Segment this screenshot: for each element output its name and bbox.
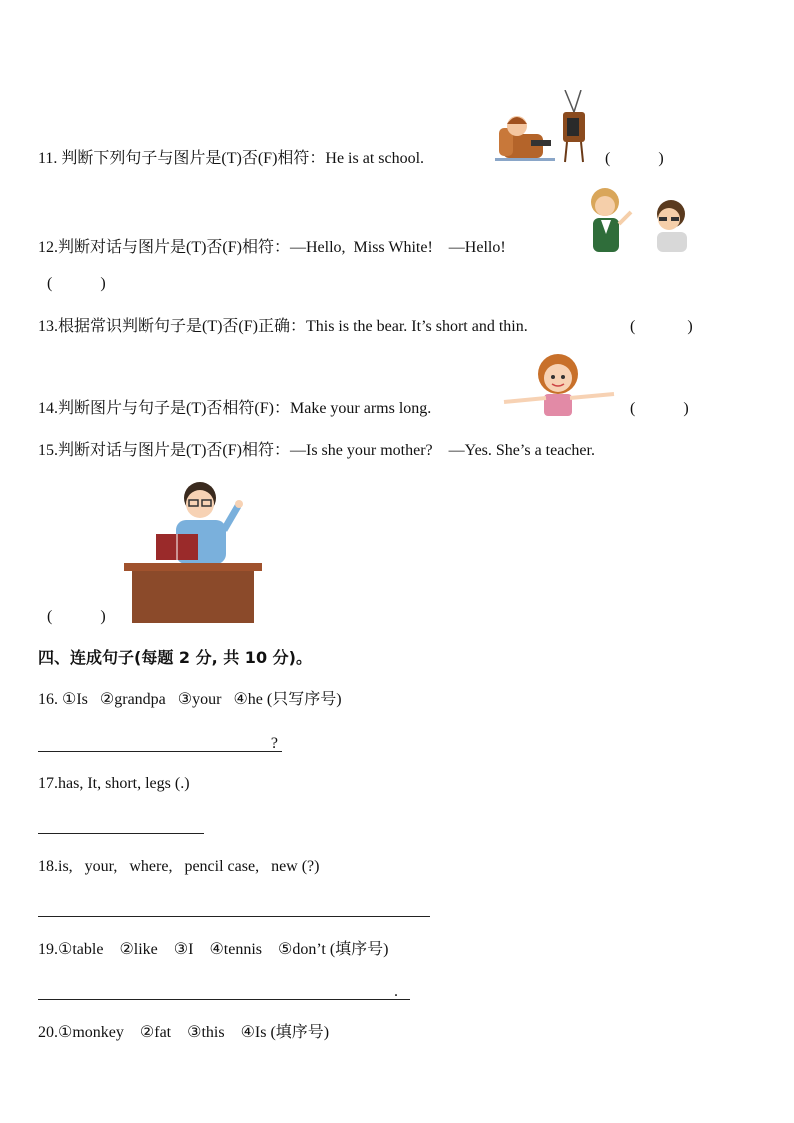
q19-end-mark: . — [394, 983, 398, 1000]
q17-answer-line[interactable] — [38, 815, 204, 834]
q20-text: 20.①monkey ②fat ③this ④Is (填序号) — [38, 1024, 330, 1041]
q11-answer-parens[interactable]: ( ) — [605, 150, 664, 167]
male-teacher-at-desk-icon — [120, 478, 266, 626]
q13-answer-parens[interactable]: ( ) — [630, 318, 693, 335]
q18-text: 18.is, your, where, pencil case, new (?) — [38, 858, 320, 875]
q12-answer-parens[interactable]: ( ) — [47, 275, 106, 292]
q19-text: 19.①table ②like ③I ④tennis ⑤don’t (填序号) — [38, 941, 389, 958]
q16-end-mark: ? — [270, 735, 278, 752]
q15-text: 15.判断对话与图片是(T)否(F)相符：—Is she your mother? —Yes. She’s a teacher. — [38, 442, 595, 459]
q13-text: 13.根据常识判断句子是(T)否(F)正确：This is the bear. It’s short and thin. — [38, 318, 528, 335]
q16-text: 16. ①Is ②grandpa ③your ④he (只写序号) — [38, 691, 342, 708]
q15-answer-parens[interactable]: ( ) — [47, 608, 106, 625]
q14-text: 14.判断图片与句子是(T)否相符(F)：Make your arms long. — [38, 400, 432, 417]
girl-arms-outstretched-icon — [500, 350, 618, 416]
q12-text: 12.判断对话与图片是(T)否(F)相符：—Hello, Miss White! —Hello! — [38, 239, 506, 256]
q14-answer-parens[interactable]: ( ) — [630, 400, 689, 417]
child-watching-tv-icon — [495, 90, 595, 166]
teacher-and-boy-icon — [583, 184, 695, 256]
q16-answer-line[interactable] — [38, 733, 282, 752]
q11-text: 11. 判断下列句子与图片是(T)否(F)相符：He is at school. — [38, 150, 425, 167]
section4-heading: 四、连成句子(每题 2 分, 共 10 分)。 — [38, 648, 312, 667]
q19-answer-line[interactable] — [38, 981, 410, 1000]
q17-text: 17.has, It, short, legs (.) — [38, 775, 190, 792]
q18-answer-line[interactable] — [38, 898, 430, 917]
